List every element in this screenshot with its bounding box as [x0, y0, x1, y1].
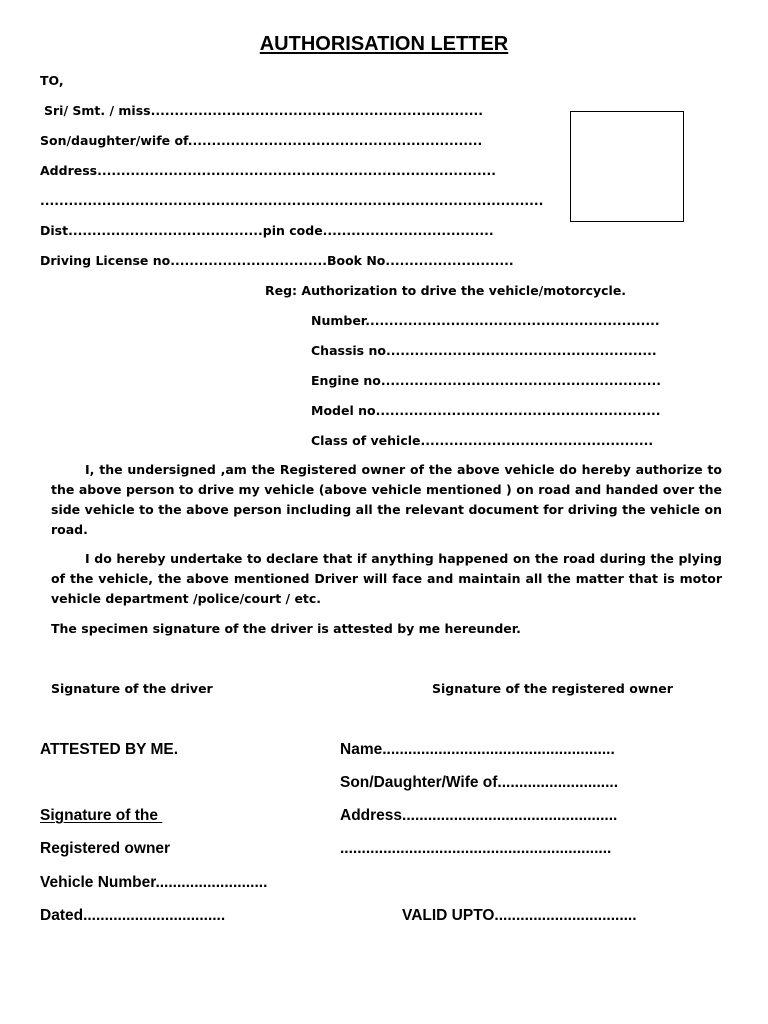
attested-heading: ATTESTED BY ME.	[40, 741, 179, 758]
attest-address-continuation: ...............................................................	[340, 840, 612, 857]
to-heading: TO,	[40, 73, 64, 88]
photo-box	[570, 111, 684, 222]
attest-name-field: Name......................................................	[340, 741, 615, 758]
recipient-address-continuation: ..........................................................................................................	[40, 193, 544, 208]
chassis-number-field: Chassis no.........................................................	[311, 343, 657, 358]
reg-subject: Reg: Authorization to drive the vehicle/motorcycle.	[265, 283, 627, 298]
attest-address-field: Address..................................................	[340, 807, 618, 824]
vehicle-number-field: Number..............................................................	[311, 313, 660, 328]
authorization-paragraph: I, the undersigned ,am the Registered owner of the above vehicle do hereby authorize to the above person to drive my vehicle (above vehicle mentioned ) on road and handed over the side vehicle to the above person including all the relevant document for driving the vehicle on road.	[51, 462, 722, 537]
driving-license-field: Driving License no.................................Book No...........................	[40, 253, 514, 268]
dated-field: Dated.................................	[40, 907, 226, 924]
vehicle-number-attest-field: Vehicle Number..........................	[40, 874, 268, 891]
recipient-relation-field: Son/daughter/wife of..............................................................	[40, 133, 483, 148]
model-number-field: Model no............................................................	[311, 403, 661, 418]
engine-number-field: Engine no...........................................................	[311, 373, 662, 388]
registered-owner-label: Registered owner	[40, 840, 171, 857]
undertaking-paragraph: I do hereby undertake to declare that if anything happened on the road during the plying of the vehicle, the above mentioned Driver will face and maintain all the matter that is motor vehicle department /police/court / etc.	[51, 551, 722, 606]
owner-signature-label: Signature of the registered owner	[432, 681, 673, 696]
driver-signature-label: Signature of the driver	[51, 681, 213, 696]
attest-relation-field: Son/Daughter/Wife of............................	[340, 774, 619, 791]
valid-upto-field: VALID UPTO.................................	[402, 907, 637, 924]
page-title: AUTHORISATION LETTER	[259, 33, 509, 55]
specimen-signature-note: The specimen signature of the driver is attested by me hereunder.	[51, 621, 521, 636]
signature-of-label: Signature of the	[40, 807, 163, 824]
vehicle-class-field: Class of vehicle.................................................	[311, 433, 654, 448]
recipient-address-field: Address....................................................................................	[40, 163, 496, 178]
recipient-name-field: Sri/ Smt. / miss......................................................................	[44, 103, 483, 118]
recipient-dist-pincode-field: Dist.........................................pin code....................................	[40, 223, 494, 238]
